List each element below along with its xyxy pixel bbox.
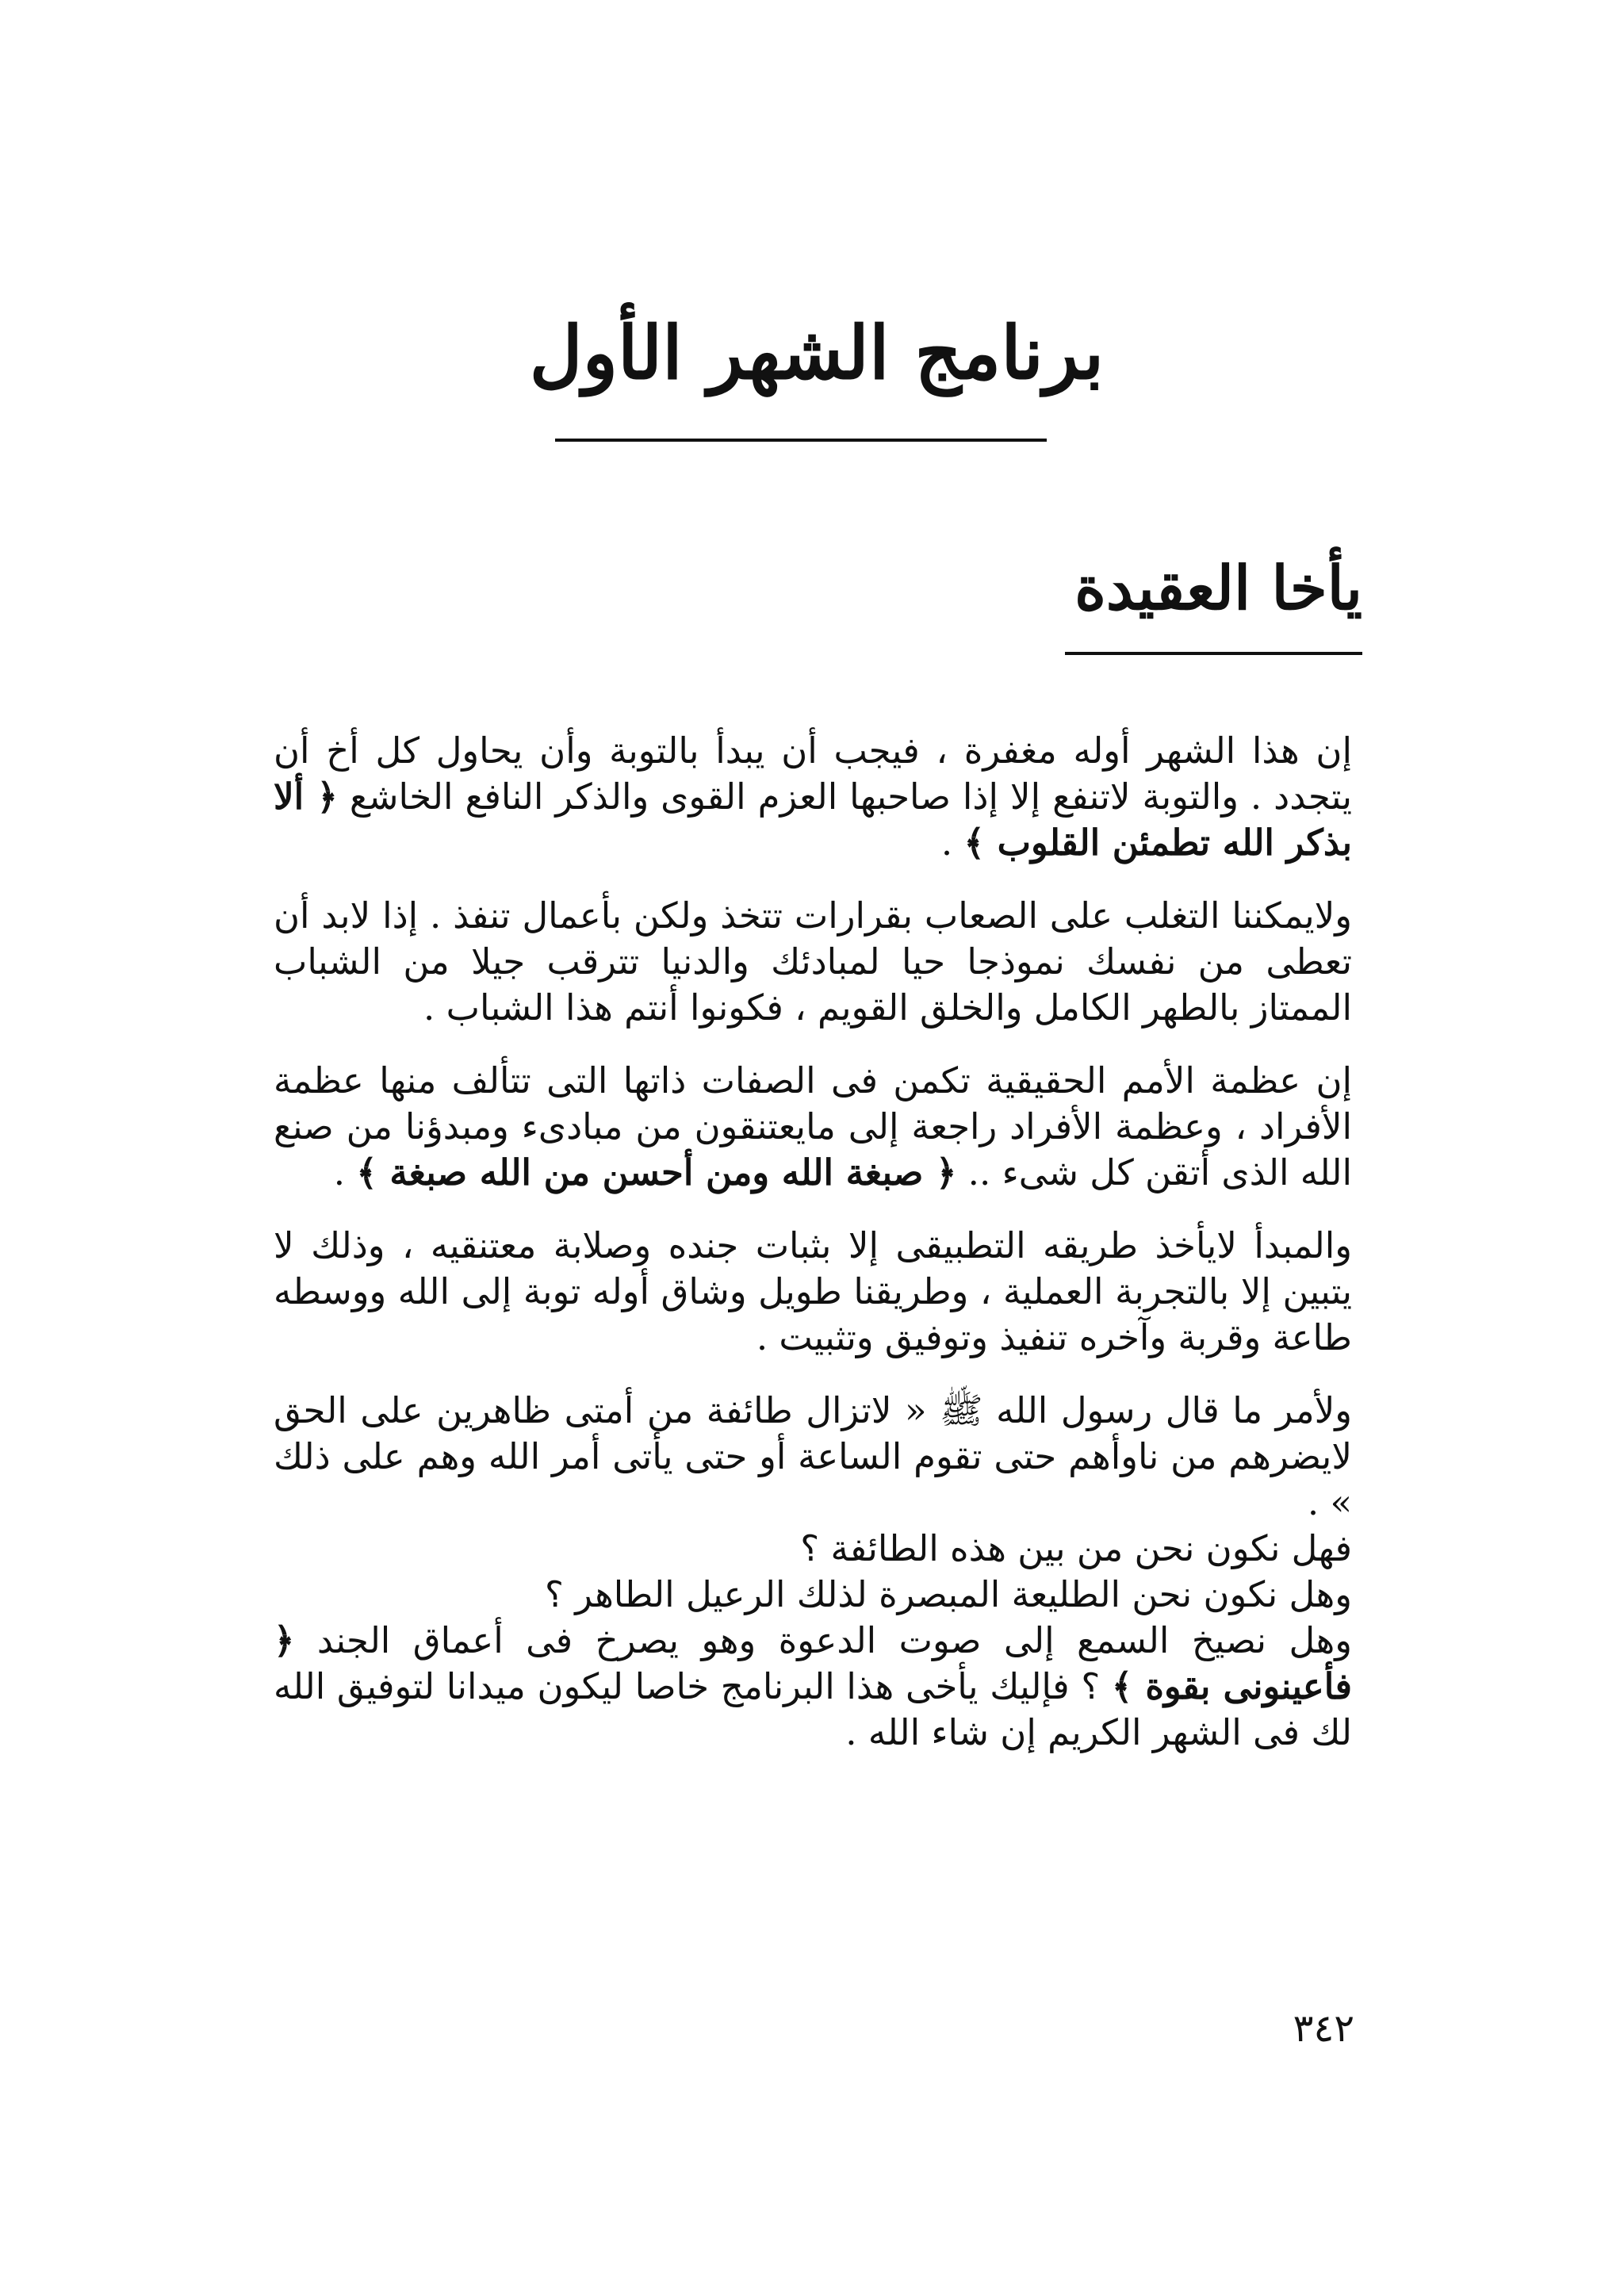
paragraph-5 [274, 1388, 1352, 1526]
paragraph-5-text: ولأمر ما قال رسول الله ﷺ « لاتزال طائفة من أمتى ظاهرين على الحق لايضرهم من ناوأهم حتى تقوم الساعة أو حتى يأتى أمر الله وهم على ذلك » . [274, 1389, 1352, 1523]
section-underline [1065, 652, 1362, 655]
title-underline [555, 439, 1047, 442]
closing-text: وهل نصيخ السمع إلى صوت الدعوة وهو يصرخ فى أعماق الجند [316, 1619, 1352, 1661]
closing-paragraph [274, 1618, 1352, 1756]
paragraph-2 [274, 893, 1352, 1031]
paragraph-1-end: . [940, 822, 953, 864]
paragraph-3-quran-quote: ﴿ صبغة الله ومن أحسن من الله صبغة ﴾ [356, 1151, 957, 1193]
paragraph-3 [274, 1058, 1352, 1196]
closing-end: ؟ فإليك يأخى هذا البرنامج خاصا ليكون ميدانا لتوفيق الله لك فى الشهر الكريم إن شاء الله . [274, 1665, 1352, 1753]
paragraph-2-text: ولايمكننا التغلب على الصعاب بقرارات تتخذ ولكن بأعمال تنفذ . إذا لابد أن تعطى من نفسك نموذجا حيا لمبادئك والدنيا تترقب جيلا من الشباب الممتاز بالطهر الكامل والخلق القويم ، فكونوا أنتم هذا الشباب . [274, 895, 1352, 1029]
body-text [274, 728, 1352, 1783]
paragraph-3-text: إن عظمة الأمم الحقيقية تكمن فى الصفات ذاتها التى تتألف منها عظمة الأفراد ، وعظمة الأفراد راجعة إلى مايعتنقون من مبادىء ومبدؤنا من صنع الله الذى أتقن كل شىء .. [274, 1059, 1352, 1193]
closing-quran-quote: ﴿ فأعينونى بقوة ﴾ [274, 1619, 1352, 1707]
paragraph-4 [274, 1223, 1352, 1361]
question-2-text: وهل نكون نحن الطليعة المبصرة لذلك الرعيل الطاهر ؟ [545, 1573, 1352, 1615]
question-2 [274, 1572, 1352, 1618]
paragraph-4-text: والمبدأ لايأخذ طريقه التطبيقى إلا بثبات جنده وصلابة معتنقيه ، وذلك لا يتبين إلا بالتجربة العملية ، وطريقنا طويل وشاق أوله توبة إلى الله ووسطه طاعة وقربة وآخره تنفيذ وتوفيق وتثبيت . [274, 1224, 1352, 1358]
question-1-text: فهل نكون نحن من بين هذه الطائفة ؟ [800, 1527, 1352, 1569]
paragraph-1-quran-quote: ﴿ ألا بذكر الله تطمئن القلوب ﴾ [274, 776, 1352, 864]
paragraph-1-text: إن هذا الشهر أوله مغفرة ، فيجب أن يبدأ بالتوبة وأن يحاول كل أخ أن يتجدد . والتوبة لاتنفع إلا إذا صاحبها العزم القوى والذكر النافع الخاشع [274, 730, 1352, 818]
section-title: يأخا العقيدة [1074, 553, 1362, 623]
question-1 [274, 1526, 1352, 1572]
paragraph-1 [274, 728, 1352, 866]
paragraph-3-end: . [333, 1151, 346, 1193]
page-title: برنامج الشهر الأول [529, 310, 1105, 396]
page-number: ٣٤٢ [1293, 2006, 1354, 2051]
